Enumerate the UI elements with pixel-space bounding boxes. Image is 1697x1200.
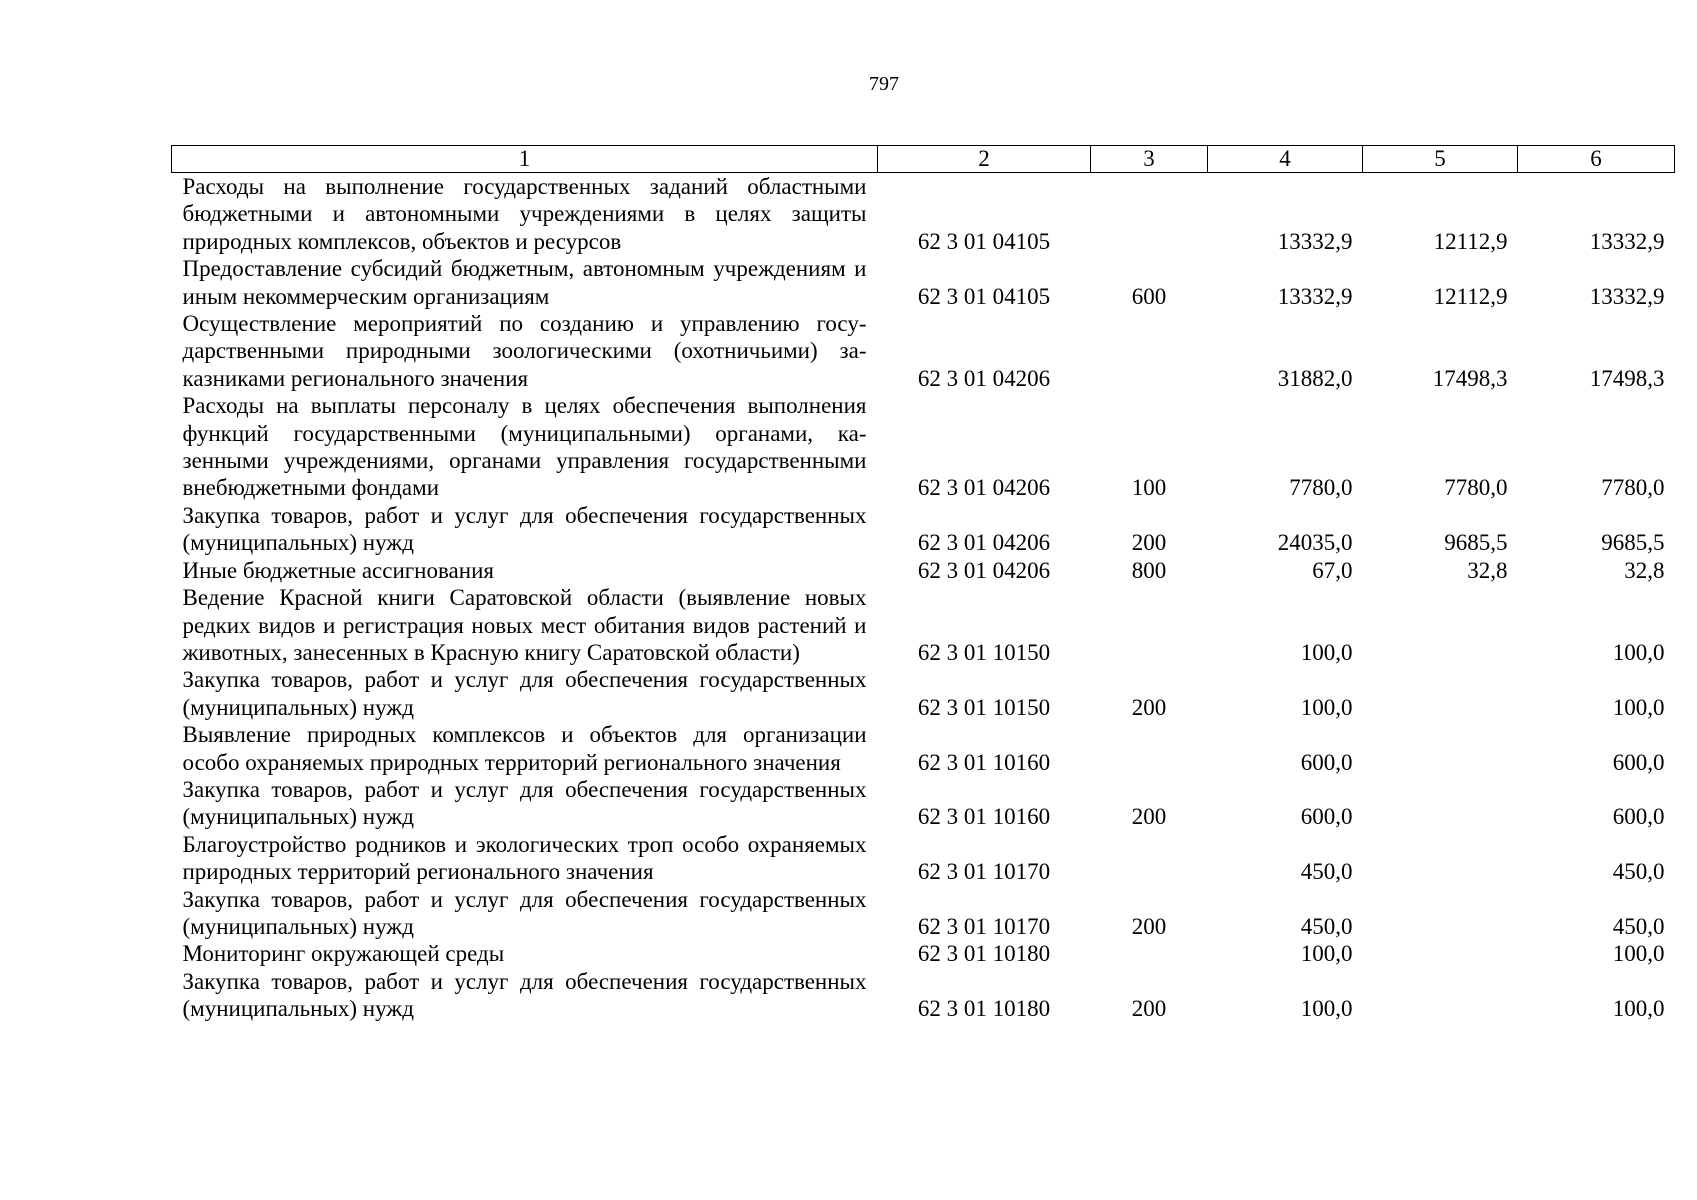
- row-value-6-cell: 600,0: [1612, 804, 1665, 830]
- row-value-5-cell: 12112,9: [1433, 283, 1508, 309]
- row-value-6-cell: 100,0: [1612, 996, 1665, 1022]
- row-type-cell: 600: [1131, 283, 1167, 309]
- row-type-cell: 200: [1131, 996, 1167, 1022]
- row-value-5-cell: 17498,3: [1432, 365, 1508, 391]
- row-type-cell: 100: [1131, 475, 1167, 501]
- row-value-5-cell: 12112,9: [1433, 228, 1508, 254]
- row-value-6-cell: 450,0: [1612, 913, 1665, 939]
- table-row: [172, 310, 1675, 392]
- table-row: [172, 940, 1675, 967]
- row-name-cell: Предоставление субсидий бюджетным, автономным учреждениям и иным некоммерческим организациям: [182, 256, 867, 309]
- row-value-4-cell: 31882,0: [1277, 365, 1353, 391]
- row-value-5-cell: [1363, 721, 1518, 776]
- row-value-6-cell: 100,0: [1612, 941, 1665, 967]
- row-type-cell: 200: [1131, 913, 1167, 939]
- row-value-5-cell: 32,8: [1467, 557, 1508, 583]
- row-name-cell: Закупка товаров, работ и услуг для обеспечения государственных (муниципальных) нужд: [182, 667, 867, 720]
- row-name-cell: Расходы на выплаты персоналу в целях обеспечения выполнения функций государственными (муниципальными) органами, казенными учреждениями, органами управления государственными внебюджетными фондами: [182, 393, 867, 501]
- row-value-4-cell: 600,0: [1300, 749, 1353, 775]
- row-value-6-cell: 32,8: [1624, 557, 1665, 583]
- row-value-6-cell: 17498,3: [1589, 365, 1665, 391]
- budget-table: [171, 145, 1675, 1023]
- table-row: [172, 584, 1675, 666]
- row-value-4-cell: 13332,9: [1277, 228, 1353, 254]
- header-cell-6: 6: [1518, 146, 1675, 173]
- row-value-6-cell: 100,0: [1612, 694, 1665, 720]
- header-cell-type: 3: [1091, 146, 1208, 173]
- row-name-cell: Расходы на выполнение государственных заданий областными бюджетными и автономными учреждениями в целях защиты природных комплексов, объектов и ресурсов: [182, 174, 867, 254]
- row-value-4-cell: 100,0: [1300, 996, 1353, 1022]
- header-cell-name: 1: [172, 146, 878, 173]
- row-name-cell: Закупка товаров, работ и услуг для обеспечения государственных (муниципальных) нужд: [182, 968, 867, 1022]
- table-row: [172, 666, 1675, 721]
- header-cell-5: 5: [1363, 146, 1518, 173]
- row-name-cell: Закупка товаров, работ и услуг для обеспечения государственных (муниципальных) нужд: [182, 886, 867, 939]
- row-type-cell: 200: [1131, 530, 1167, 556]
- row-value-5-cell: [1363, 831, 1518, 886]
- row-code-cell: 62 3 01 04206: [917, 365, 1051, 391]
- row-value-4-cell: 450,0: [1300, 859, 1353, 885]
- page-number: 797: [869, 73, 899, 95]
- header-row: [172, 146, 1675, 173]
- row-code-cell: 62 3 01 04105: [917, 283, 1051, 309]
- table-row: [172, 173, 1675, 256]
- row-value-5-cell: [1363, 776, 1518, 831]
- row-name-cell: Закупка товаров, работ и услуг для обеспечения государственных (муниципальных) нужд: [182, 502, 867, 556]
- table-row: [172, 886, 1675, 941]
- row-value-6-cell: 13332,9: [1589, 228, 1665, 254]
- row-name-cell: Мониторинг окружающей среды: [182, 941, 505, 967]
- row-type-cell: [1091, 173, 1208, 256]
- row-type-cell: [1091, 721, 1208, 776]
- row-code-cell: 62 3 01 04206: [917, 475, 1051, 501]
- row-code-cell: 62 3 01 10150: [917, 694, 1051, 720]
- table-row: [172, 831, 1675, 886]
- table-row: [172, 392, 1675, 502]
- row-name-cell: Выявление природных комплексов и объектов для организации особо охраняемых природных территорий регионального значения: [182, 722, 867, 775]
- row-type-cell: 800: [1131, 557, 1167, 583]
- row-type-cell: [1091, 584, 1208, 666]
- table-header: [172, 146, 1675, 173]
- row-value-5-cell: [1363, 940, 1518, 967]
- row-value-6-cell: 7780,0: [1601, 475, 1665, 501]
- row-value-4-cell: 450,0: [1300, 913, 1353, 939]
- table-row: [172, 721, 1675, 776]
- row-type-cell: 200: [1131, 804, 1167, 830]
- row-code-cell: 62 3 01 04105: [917, 228, 1051, 254]
- row-value-5-cell: [1363, 968, 1518, 1023]
- row-code-cell: 62 3 01 10160: [917, 804, 1051, 830]
- row-name-cell: Закупка товаров, работ и услуг для обеспечения государственных (муниципальных) нужд: [182, 776, 867, 830]
- table-row: [172, 557, 1675, 584]
- row-value-5-cell: 9685,5: [1444, 530, 1508, 556]
- row-value-4-cell: 7780,0: [1289, 475, 1353, 501]
- row-code-cell: 62 3 01 10170: [917, 859, 1051, 885]
- row-code-cell: 62 3 01 10180: [917, 996, 1051, 1022]
- row-type-cell: [1091, 940, 1208, 967]
- row-value-5-cell: 7780,0: [1444, 475, 1508, 501]
- row-code-cell: 62 3 01 10150: [917, 639, 1051, 665]
- row-value-6-cell: 100,0: [1612, 639, 1665, 665]
- header-cell-code: 2: [878, 146, 1091, 173]
- row-type-cell: [1091, 310, 1208, 392]
- table-row: [172, 776, 1675, 831]
- row-value-4-cell: 24035,0: [1277, 530, 1353, 556]
- row-name-cell: Благоустройство родников и экологических троп особо охраняемых природных территорий регионального значения: [182, 831, 867, 885]
- row-value-5-cell: [1363, 584, 1518, 666]
- row-code-cell: 62 3 01 10170: [917, 913, 1051, 939]
- row-type-cell: 200: [1131, 694, 1167, 720]
- row-value-4-cell: 67,0: [1312, 557, 1353, 583]
- row-value-4-cell: 100,0: [1300, 941, 1353, 967]
- row-value-5-cell: [1363, 666, 1518, 721]
- row-value-4-cell: 600,0: [1300, 804, 1353, 830]
- table-body: [172, 173, 1675, 1023]
- header-cell-4: 4: [1208, 146, 1363, 173]
- row-code-cell: 62 3 01 04206: [917, 557, 1051, 583]
- row-name-cell: Ведение Красной книги Саратовской области (выявление новых редких видов и регистрация новых мест обитания видов растений и животных, занесенных в Красную книгу Саратовской области): [182, 585, 867, 665]
- row-value-4-cell: 100,0: [1300, 694, 1353, 720]
- row-code-cell: 62 3 01 10160: [917, 749, 1051, 775]
- table-row: [172, 255, 1675, 310]
- row-value-6-cell: 13332,9: [1589, 283, 1665, 309]
- row-name-cell: Осуществление мероприятий по созданию и управлению государственными природными зоологическими (охотничьими) заказниками регионального значения: [182, 311, 867, 391]
- row-name-cell: Иные бюджетные ассигнования: [182, 557, 494, 583]
- row-value-4-cell: 100,0: [1300, 639, 1353, 665]
- row-value-6-cell: 9685,5: [1601, 530, 1665, 556]
- row-value-6-cell: 450,0: [1612, 859, 1665, 885]
- table-row: [172, 502, 1675, 557]
- row-value-6-cell: 600,0: [1612, 749, 1665, 775]
- row-code-cell: 62 3 01 04206: [917, 530, 1051, 556]
- row-type-cell: [1091, 831, 1208, 886]
- row-value-4-cell: 13332,9: [1277, 283, 1353, 309]
- row-value-5-cell: [1363, 886, 1518, 941]
- row-code-cell: 62 3 01 10180: [917, 941, 1051, 967]
- table-row: [172, 968, 1675, 1023]
